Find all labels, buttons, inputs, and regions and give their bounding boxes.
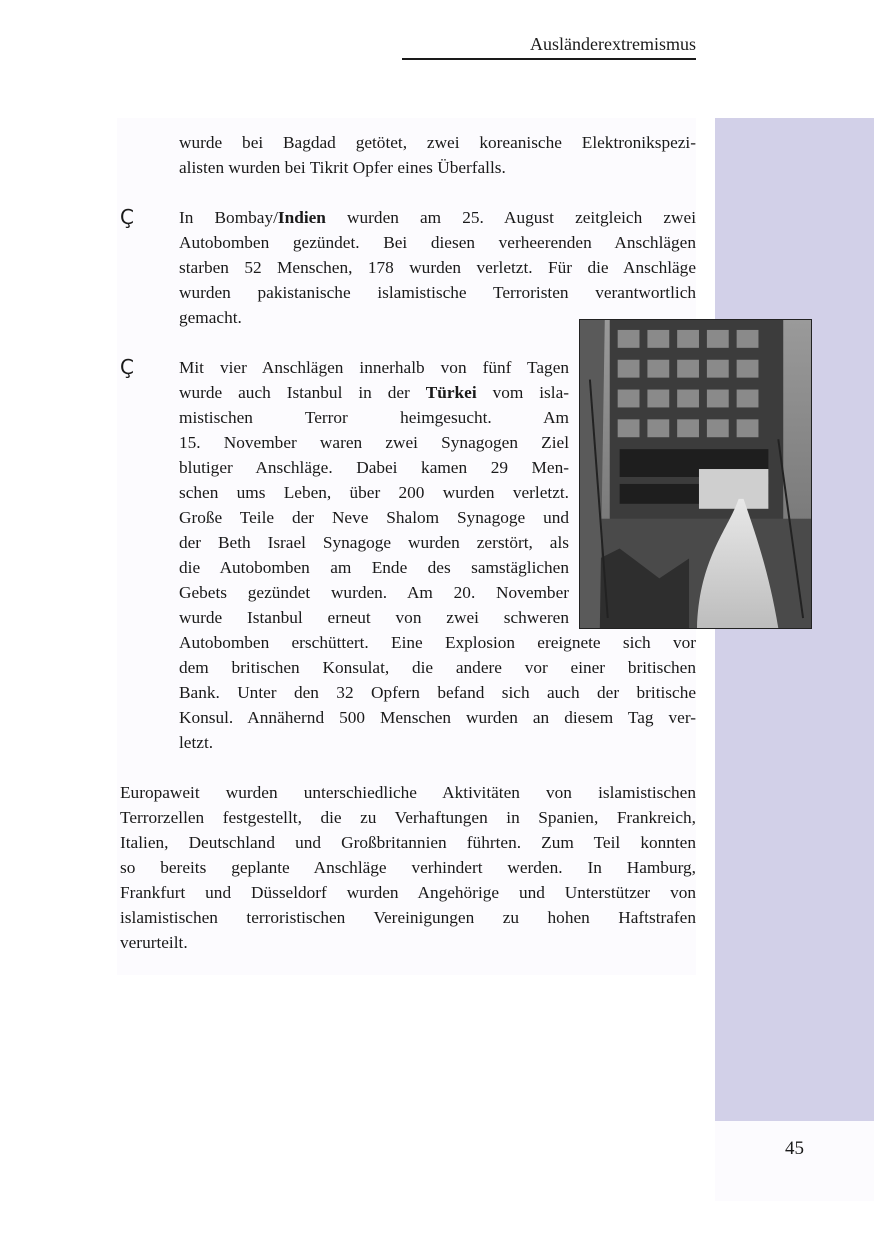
- continuation-paragraph: [179, 130, 696, 180]
- text-run: die Autobomben am Ende des samstäglichen: [179, 558, 569, 577]
- text-run: Italien, Deutschland und Großbritannien führten. Zum Teil konnten: [120, 833, 696, 852]
- text-line: [120, 830, 696, 855]
- running-header: Ausländerextremismus: [402, 33, 696, 60]
- text-run: so bereits geplante Anschläge verhindert werden. In Hamburg,: [120, 858, 696, 877]
- text-line: [179, 630, 696, 655]
- text-line: [179, 530, 569, 555]
- text-run: islamistischen terroristischen Vereinigungen zu hohen Haftstrafen: [120, 908, 696, 927]
- text-line: [179, 230, 696, 255]
- text-line: [120, 780, 696, 805]
- page-number: 45: [785, 1138, 804, 1159]
- closing-paragraph: [120, 780, 696, 955]
- text-run: letzt.: [179, 733, 214, 752]
- text-run: Europaweit wurden unterschiedliche Aktivitäten von islamistischen: [120, 783, 696, 802]
- text-line: [120, 930, 696, 955]
- text-line: [179, 480, 569, 505]
- text-line: [179, 355, 569, 380]
- text-run: alisten wurden bei Tikrit Opfer eines Überfalls.: [179, 158, 506, 177]
- text-run: schen ums Leben, über 200 wurden verletzt.: [179, 483, 569, 502]
- text-run: gemacht.: [179, 308, 242, 327]
- text-line: [120, 905, 696, 930]
- text-run: Mit vier Anschlägen innerhalb von fünf Tagen: [179, 358, 569, 377]
- text-run: Frankfurt und Düsseldorf wurden Angehörige und Unterstützer von: [120, 883, 696, 902]
- text-run: Terrorzellen festgestellt, die zu Verhaftungen in Spanien, Frankreich,: [120, 808, 696, 827]
- text-line: [179, 505, 569, 530]
- text-line: [179, 555, 569, 580]
- text-run: verurteilt.: [120, 933, 188, 952]
- text-run: wurde Istanbul erneut von zwei schweren: [179, 608, 569, 627]
- text-line: [179, 705, 696, 730]
- text-run: Autobomben gezündet. Bei diesen verheerenden Anschlägen: [179, 233, 696, 252]
- text-line: [120, 805, 696, 830]
- text-run: blutiger Anschläge. Dabei kamen 29 Men-: [179, 458, 569, 477]
- text-line: [179, 380, 569, 405]
- text-run: wurden am 25. August zeitgleich zwei: [325, 208, 696, 227]
- text-line: [179, 205, 696, 230]
- text-line: [179, 255, 696, 280]
- text-line: [120, 880, 696, 905]
- text-line: [179, 430, 569, 455]
- text-line: [179, 280, 696, 305]
- text-run: In Bombay/: [179, 208, 278, 227]
- bold-place-name: Türkei: [425, 383, 477, 402]
- text-run: starben 52 Menschen, 178 wurden verletzt. Für die Anschläge: [179, 258, 696, 277]
- sidebar-footer-band: [715, 1121, 874, 1201]
- text-line: [179, 580, 569, 605]
- burning-building-photo: [579, 319, 812, 629]
- text-line: [179, 605, 569, 630]
- text-run: dem britischen Konsulat, die andere vor einer britischen: [179, 658, 696, 677]
- text-run: Autobomben erschüttert. Eine Explosion ereignete sich vor: [179, 633, 696, 652]
- bullet-marker: Ç: [120, 205, 134, 229]
- text-line: [179, 130, 696, 155]
- bold-place-name: Indien: [277, 208, 326, 227]
- bullet-item-bombay: [179, 205, 696, 330]
- text-run: Gebets gezündet wurden. Am 20. November: [179, 583, 569, 602]
- text-line: [179, 155, 696, 180]
- bullet-marker: Ç: [120, 355, 134, 379]
- text-line: [179, 655, 696, 680]
- text-line: [179, 455, 569, 480]
- text-run: der Beth Israel Synagoge wurden zerstört, als: [179, 533, 569, 552]
- text-run: 15. November waren zwei Synagogen Ziel: [179, 433, 569, 452]
- text-line: [179, 405, 569, 430]
- text-run: vom isla-: [476, 383, 569, 402]
- text-run: Bank. Unter den 32 Opfern befand sich auch der britische: [179, 683, 696, 702]
- text-line: [179, 680, 696, 705]
- text-run: mistischen Terror heimgesucht. Am: [179, 408, 569, 427]
- text-run: wurden pakistanische islamistische Terroristen verantwortlich: [179, 283, 696, 302]
- text-run: wurde auch Istanbul in der: [179, 383, 426, 402]
- text-line: [179, 730, 696, 755]
- text-run: wurde bei Bagdad getötet, zwei koreanische Elektronikspezi-: [179, 133, 696, 152]
- text-line: [120, 855, 696, 880]
- text-run: Große Teile der Neve Shalom Synagoge und: [179, 508, 569, 527]
- text-run: Konsul. Annähernd 500 Menschen wurden an diesem Tag ver-: [179, 708, 696, 727]
